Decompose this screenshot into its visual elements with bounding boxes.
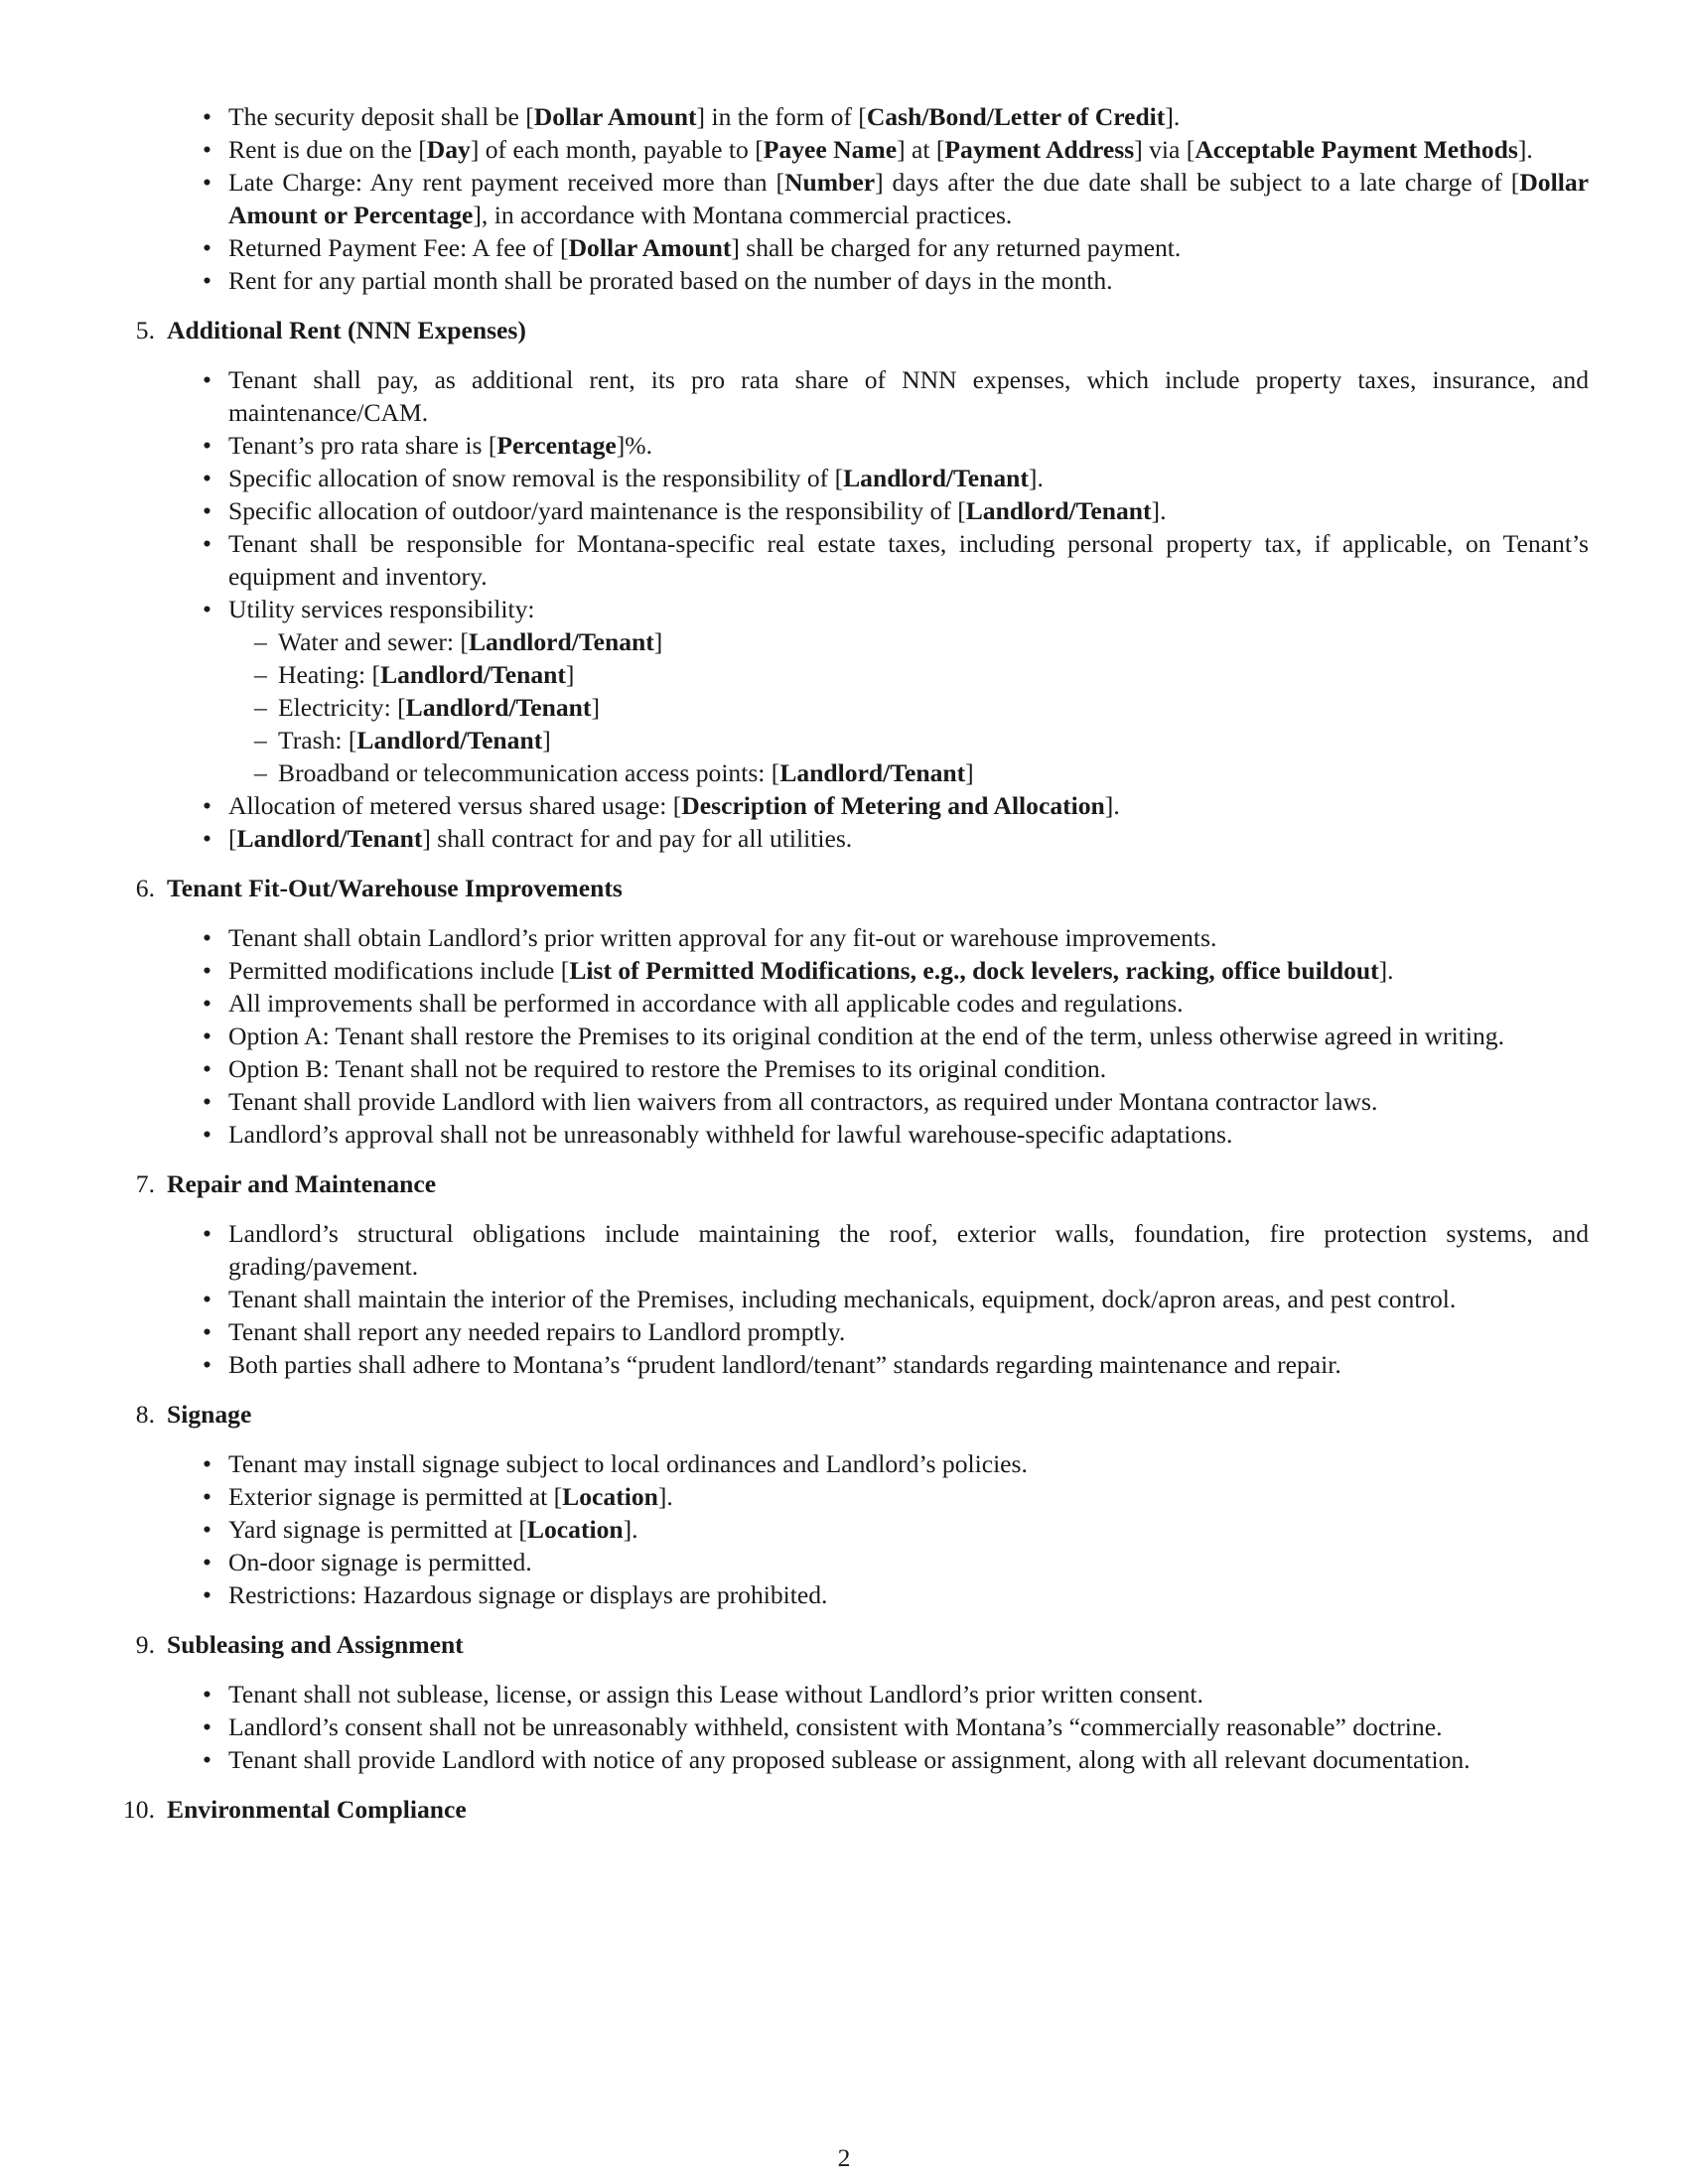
rent-terms-list xyxy=(167,100,1589,297)
section-number: 5. xyxy=(135,316,155,344)
section-fit-out xyxy=(135,872,1589,1151)
section-repair-maintenance xyxy=(135,1167,1589,1381)
section-number: 6. xyxy=(135,874,155,902)
list-item: • Landlord’s consent shall not be unreasonably withheld, consistent with Montana’s “commercially reasonable” doctrine. xyxy=(167,1710,1589,1743)
utilities-sublist xyxy=(228,625,1589,789)
section-heading xyxy=(135,872,1589,904)
section-list xyxy=(167,1678,1589,1776)
section-title: Subleasing and Assignment xyxy=(167,1630,464,1659)
list-item: • Returned Payment Fee: A fee of [Dollar Amount] shall be charged for any returned payment. xyxy=(167,231,1589,264)
section-signage xyxy=(135,1398,1589,1611)
list-item: • Landlord’s approval shall not be unreasonably withheld for lawful warehouse-specific adaptations. xyxy=(167,1118,1589,1151)
section-list xyxy=(167,1217,1589,1381)
sublist-item: – Heating: [Landlord/Tenant] xyxy=(228,658,1589,691)
section-environmental xyxy=(123,1793,1589,1826)
list-item: • Tenant shall provide Landlord with lien waivers from all contractors, as required under Montana contractor laws. xyxy=(167,1085,1589,1118)
list-item: • Specific allocation of outdoor/yard maintenance is the responsibility of [Landlord/Tenant]. xyxy=(167,494,1589,527)
list-item: • Utility services responsibility: – Water and sewer: [Landlord/Tenant] – Heating: [Landlord/Tenant] – Electricity: [Landlord/Tenant] – Trash: [Landlord/Tenant] – Broadband or telecommunication access points: [Landlord/Tenant] xyxy=(167,593,1589,789)
list-item: • Tenant may install signage subject to local ordinances and Landlord’s policies. xyxy=(167,1447,1589,1480)
list-item: • Tenant shall not sublease, license, or assign this Lease without Landlord’s prior written consent. xyxy=(167,1678,1589,1710)
sublist-item: – Water and sewer: [Landlord/Tenant] xyxy=(228,625,1589,658)
section-list xyxy=(167,363,1589,855)
section-title: Additional Rent (NNN Expenses) xyxy=(167,316,526,344)
section-heading xyxy=(135,1398,1589,1431)
list-item: • Specific allocation of snow removal is the responsibility of [Landlord/Tenant]. xyxy=(167,462,1589,494)
section-number: 9. xyxy=(135,1630,155,1659)
document-body xyxy=(123,100,1589,1826)
list-item: • All improvements shall be performed in accordance with all applicable codes and regulations. xyxy=(167,987,1589,1020)
list-item: • Restrictions: Hazardous signage or displays are prohibited. xyxy=(167,1578,1589,1611)
section-number: 7. xyxy=(135,1169,155,1198)
list-item: • Option B: Tenant shall not be required to restore the Premises to its original condition. xyxy=(167,1052,1589,1085)
section-heading xyxy=(135,1167,1589,1200)
section-heading xyxy=(135,1628,1589,1661)
list-item: • Tenant shall provide Landlord with notice of any proposed sublease or assignment, along with all relevant documentation. xyxy=(167,1743,1589,1776)
list-item: • Landlord’s structural obligations include maintaining the roof, exterior walls, foundation, fire protection systems, and grading/pavement. xyxy=(167,1217,1589,1283)
page-number: 2 xyxy=(837,2143,851,2172)
list-item: • On-door signage is permitted. xyxy=(167,1546,1589,1578)
section-list xyxy=(167,921,1589,1151)
section-number: 8. xyxy=(135,1400,155,1429)
section-additional-rent xyxy=(135,314,1589,855)
list-item: • Tenant shall pay, as additional rent, its pro rata share of NNN expenses, which include property taxes, insurance, and maintenance/CAM. xyxy=(167,363,1589,429)
section-title: Signage xyxy=(167,1400,252,1429)
sublist-item: – Electricity: [Landlord/Tenant] xyxy=(228,691,1589,724)
list-item: • The security deposit shall be [Dollar Amount] in the form of [Cash/Bond/Letter of Credit]. xyxy=(167,100,1589,133)
list-item: • Tenant shall obtain Landlord’s prior written approval for any fit-out or warehouse improvements. xyxy=(167,921,1589,954)
section-heading xyxy=(123,1793,1589,1826)
list-item: • Exterior signage is permitted at [Location]. xyxy=(167,1480,1589,1513)
section-list xyxy=(167,1447,1589,1611)
list-item: • [Landlord/Tenant] shall contract for and pay for all utilities. xyxy=(167,822,1589,855)
section-subleasing xyxy=(135,1628,1589,1776)
list-item: • Tenant’s pro rata share is [Percentage]%. xyxy=(167,429,1589,462)
section-title: Environmental Compliance xyxy=(167,1795,467,1824)
list-item: • Yard signage is permitted at [Location]. xyxy=(167,1513,1589,1546)
list-item: • Tenant shall be responsible for Montana-specific real estate taxes, including personal property tax, if applicable, on Tenant’s equipment and inventory. xyxy=(167,527,1589,593)
sublist-item: – Broadband or telecommunication access points: [Landlord/Tenant] xyxy=(228,756,1589,789)
list-item: • Tenant shall report any needed repairs to Landlord promptly. xyxy=(167,1315,1589,1348)
list-item: • Both parties shall adhere to Montana’s “prudent landlord/tenant” standards regarding maintenance and repair. xyxy=(167,1348,1589,1381)
list-item: • Allocation of metered versus shared usage: [Description of Metering and Allocation]. xyxy=(167,789,1589,822)
list-item: • Rent for any partial month shall be prorated based on the number of days in the month. xyxy=(167,264,1589,297)
section-title: Tenant Fit-Out/Warehouse Improvements xyxy=(167,874,623,902)
list-item: • Rent is due on the [Day] of each month, payable to [Payee Name] at [Payment Address] via [Acceptable Payment Methods]. xyxy=(167,133,1589,166)
list-item: • Late Charge: Any rent payment received more than [Number] days after the due date shall be subject to a late charge of [Dollar Amount or Percentage], in accordance with Montana commercial practices. xyxy=(167,166,1589,231)
list-item: • Permitted modifications include [List of Permitted Modifications, e.g., dock levelers, racking, office buildout]. xyxy=(167,954,1589,987)
section-number: 10. xyxy=(123,1795,155,1824)
list-item: • Tenant shall maintain the interior of the Premises, including mechanicals, equipment, dock/apron areas, and pest control. xyxy=(167,1283,1589,1315)
section-heading xyxy=(135,314,1589,346)
list-item: • Option A: Tenant shall restore the Premises to its original condition at the end of the term, unless otherwise agreed in writing. xyxy=(167,1020,1589,1052)
sublist-item: – Trash: [Landlord/Tenant] xyxy=(228,724,1589,756)
section-title: Repair and Maintenance xyxy=(167,1169,437,1198)
